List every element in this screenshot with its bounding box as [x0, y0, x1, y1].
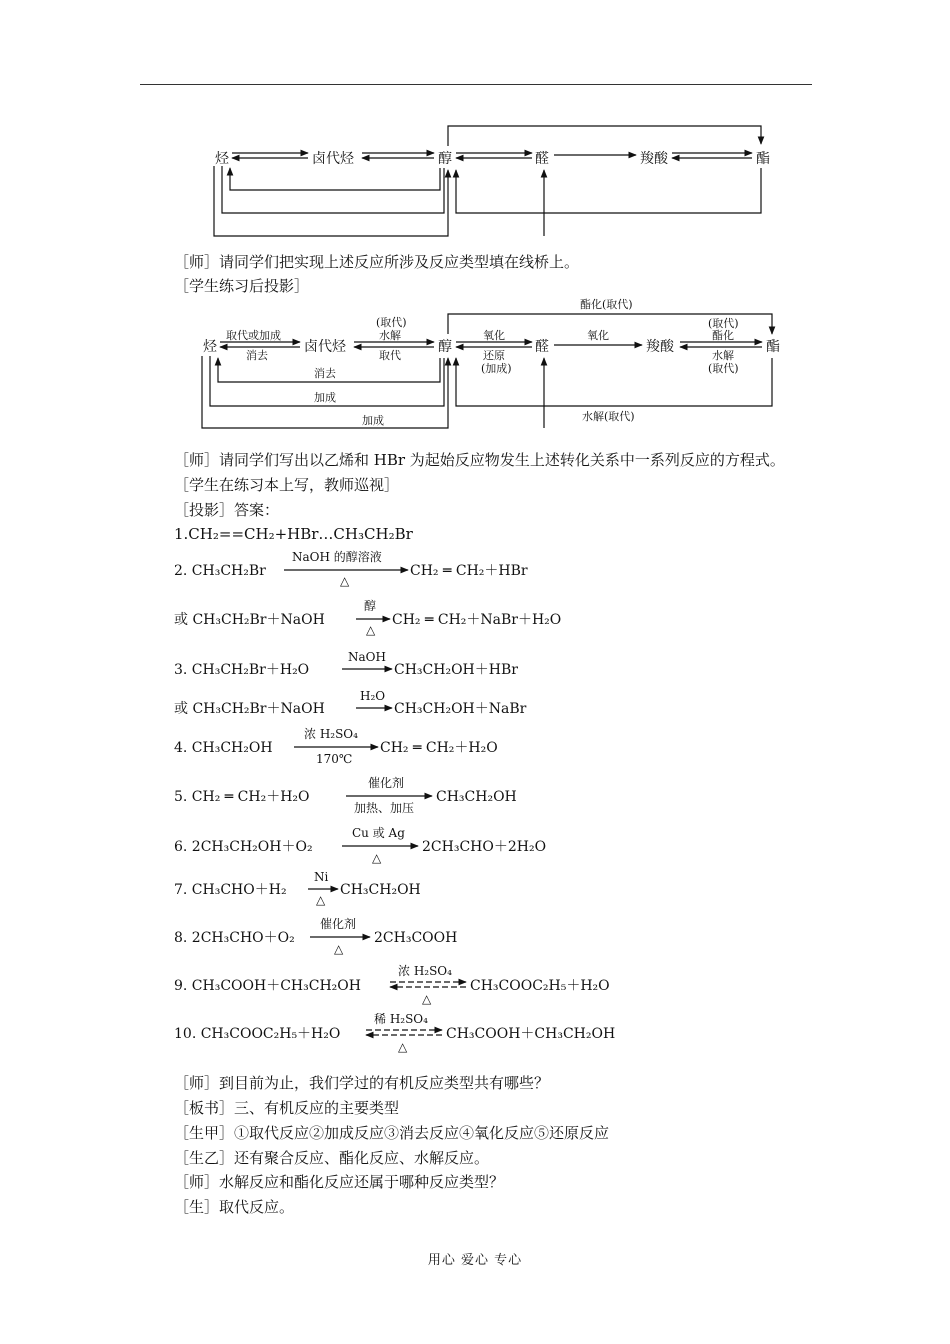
- svg-text:△: △: [366, 623, 376, 637]
- svg-text:△: △: [372, 851, 382, 865]
- svg-text:加热、加压: 加热、加压: [354, 801, 415, 815]
- student-practice-note: ［学生在练习本上写，教师巡视］: [174, 476, 400, 494]
- blackboard-heading: ［板书］三、有机反应的主要类型: [174, 1099, 400, 1117]
- svg-text:或 CH₃CH₂Br＋NaOH: 或 CH₃CH₂Br＋NaOH: [174, 612, 325, 628]
- svg-text:9. CH₃COOH＋CH₃CH₂OH: 9. CH₃COOH＋CH₃CH₂OH: [174, 978, 361, 994]
- svg-text:催化剂: 催化剂: [320, 917, 357, 931]
- equation-7: [170, 868, 790, 912]
- student-b-answer: ［生乙］还有聚合反应、酯化反应、水解反应。: [174, 1149, 490, 1167]
- svg-text:NaOH 的醇溶液: NaOH 的醇溶液: [292, 550, 382, 564]
- svg-text:浓 H₂SO₄: 浓 H₂SO₄: [398, 964, 452, 978]
- svg-text:170℃: 170℃: [316, 752, 353, 766]
- header-rule: [140, 84, 812, 85]
- teacher-instruction-2: ［师］请同学们写出以乙烯和 HBr 为起始反应物发生上述转化关系中一系列反应的方程式。: [174, 451, 785, 469]
- svg-text:△: △: [398, 1040, 408, 1054]
- label-right-bottom: 水解(取代): [582, 410, 635, 423]
- node-acid: 羧酸: [640, 151, 668, 167]
- student-final-answer: ［生］取代反应。: [174, 1198, 295, 1216]
- svg-text:△: △: [422, 992, 432, 1006]
- svg-text:CH₃CH₂OH＋HBr: CH₃CH₂OH＋HBr: [394, 662, 518, 678]
- equation-5: [170, 773, 790, 817]
- node-haloalkane: 卤代烃: [312, 151, 354, 167]
- equation-10: [170, 1010, 790, 1056]
- svg-text:CH₃CH₂OH: CH₃CH₂OH: [436, 789, 517, 805]
- svg-text:NaOH: NaOH: [348, 650, 386, 664]
- svg-text:醇: 醇: [364, 599, 377, 613]
- equation-2b: [170, 597, 790, 639]
- label-ald-top: 氧化: [483, 329, 505, 342]
- svg-text:△: △: [340, 574, 350, 588]
- svg-text:CH₂ ═ CH₂＋H₂O: CH₂ ═ CH₂＋H₂O: [380, 740, 498, 756]
- svg-text:CH₃CH₂OH＋NaBr: CH₃CH₂OH＋NaBr: [394, 701, 527, 717]
- svg-text:3. CH₃CH₂Br＋H₂O: 3. CH₃CH₂Br＋H₂O: [174, 662, 310, 678]
- node-alcohol: 醇: [438, 151, 452, 167]
- teacher-instruction-1: ［师］请同学们把实现上述反应所涉及反应类型填在线桥上。: [174, 253, 580, 271]
- label-ha-top1: (取代): [376, 316, 407, 329]
- node-ester: 酯: [766, 339, 780, 355]
- node-haloalkane: 卤代烃: [304, 339, 346, 355]
- svg-text:7. CH₃CHO＋H₂: 7. CH₃CHO＋H₂: [174, 882, 287, 898]
- label-hc-top: 取代或加成: [226, 329, 281, 342]
- student-a-answer: ［生甲］①取代反应②加成反应③消去反应④氧化反应⑤还原反应: [174, 1124, 610, 1142]
- svg-text:10. CH₃COOC₂H₅＋H₂O: 10. CH₃COOC₂H₅＋H₂O: [174, 1026, 341, 1042]
- label-inner1: 消去: [314, 367, 336, 380]
- student-projection-note: ［学生练习后投影］: [174, 277, 310, 295]
- label-ha-top2: 水解: [379, 329, 401, 342]
- svg-text:8. 2CH₃CHO＋O₂: 8. 2CH₃CHO＋O₂: [174, 930, 295, 946]
- svg-text:CH₃COOH＋CH₃CH₂OH: CH₃COOH＋CH₃CH₂OH: [446, 1026, 616, 1042]
- label-ald-bottom1: 还原: [483, 349, 505, 362]
- label-inner2: 加成: [314, 391, 336, 404]
- label-ha-bottom: 取代: [379, 349, 401, 362]
- equation-2: [170, 548, 790, 590]
- svg-text:CH₂ ═ CH₂＋HBr: CH₂ ═ CH₂＋HBr: [410, 563, 528, 579]
- node-ester: 酯: [756, 151, 770, 167]
- svg-text:2CH₃COOH: 2CH₃COOH: [374, 930, 458, 946]
- page-footer: 用心 爱心 专心: [427, 1253, 523, 1268]
- equation-8: [170, 914, 790, 958]
- label-acid: 氧化: [587, 329, 609, 342]
- svg-text:稀 H₂SO₄: 稀 H₂SO₄: [374, 1012, 428, 1026]
- svg-text:浓 H₂SO₄: 浓 H₂SO₄: [304, 727, 358, 741]
- svg-text:5. CH₂ ═ CH₂＋H₂O: 5. CH₂ ═ CH₂＋H₂O: [174, 789, 310, 805]
- teacher-followup: ［师］水解反应和酯化反应还属于哪种反应类型？: [174, 1173, 505, 1191]
- svg-text:4. CH₃CH₂OH: 4. CH₃CH₂OH: [174, 740, 273, 756]
- teacher-question: ［师］到目前为止，我们学过的有机反应类型共有哪些？: [174, 1074, 550, 1092]
- label-ester-top2: 酯化: [712, 329, 734, 342]
- svg-text:CH₂ ═ CH₂＋NaBr＋H₂O: CH₂ ═ CH₂＋NaBr＋H₂O: [392, 612, 562, 628]
- label-ester-top1: (取代): [708, 317, 739, 330]
- node-aldehyde: 醛: [535, 151, 549, 167]
- node-aldehyde: 醛: [535, 339, 549, 355]
- label-loop-top: 酯化(取代): [580, 298, 633, 311]
- label-ester-bottom2: (取代): [708, 362, 739, 375]
- svg-text:或 CH₃CH₂Br＋NaOH: 或 CH₃CH₂Br＋NaOH: [174, 701, 325, 717]
- svg-text:2. CH₃CH₂Br: 2. CH₃CH₂Br: [174, 563, 266, 579]
- svg-text:催化剂: 催化剂: [368, 776, 405, 790]
- svg-text:△: △: [334, 942, 344, 956]
- label-inner3: 加成: [362, 414, 384, 427]
- equation-6: [170, 823, 790, 867]
- projection-answer-heading: ［投影］答案：: [174, 501, 280, 519]
- reaction-diagram-blank: [200, 118, 800, 246]
- svg-text:2CH₃CHO＋2H₂O: 2CH₃CHO＋2H₂O: [422, 839, 547, 855]
- label-ald-bottom2: (加成): [481, 362, 512, 375]
- equation-9: [170, 962, 790, 1008]
- equation-3b: [170, 686, 790, 726]
- node-alcohol: 醇: [438, 339, 452, 355]
- reaction-diagram-filled: [196, 296, 796, 432]
- svg-text:△: △: [316, 893, 326, 907]
- label-ester-bottom1: 水解: [712, 349, 734, 362]
- equation-4: [170, 724, 790, 768]
- svg-text:CH₃COOC₂H₅＋H₂O: CH₃COOC₂H₅＋H₂O: [470, 978, 610, 994]
- node-hydrocarbon: 烃: [203, 339, 217, 355]
- svg-text:H₂O: H₂O: [360, 689, 386, 703]
- label-hc-bottom: 消去: [246, 349, 268, 362]
- equation-3: [170, 647, 790, 687]
- equation-1: 1.CH₂==CH₂+HBr…CH₃CH₂Br: [174, 525, 413, 543]
- svg-text:Ni: Ni: [314, 870, 329, 884]
- node-hydrocarbon: 烃: [215, 151, 229, 167]
- svg-text:6. 2CH₃CH₂OH＋O₂: 6. 2CH₃CH₂OH＋O₂: [174, 839, 313, 855]
- svg-text:Cu 或 Ag: Cu 或 Ag: [352, 826, 405, 840]
- svg-text:CH₃CH₂OH: CH₃CH₂OH: [340, 882, 421, 898]
- node-acid: 羧酸: [646, 339, 674, 355]
